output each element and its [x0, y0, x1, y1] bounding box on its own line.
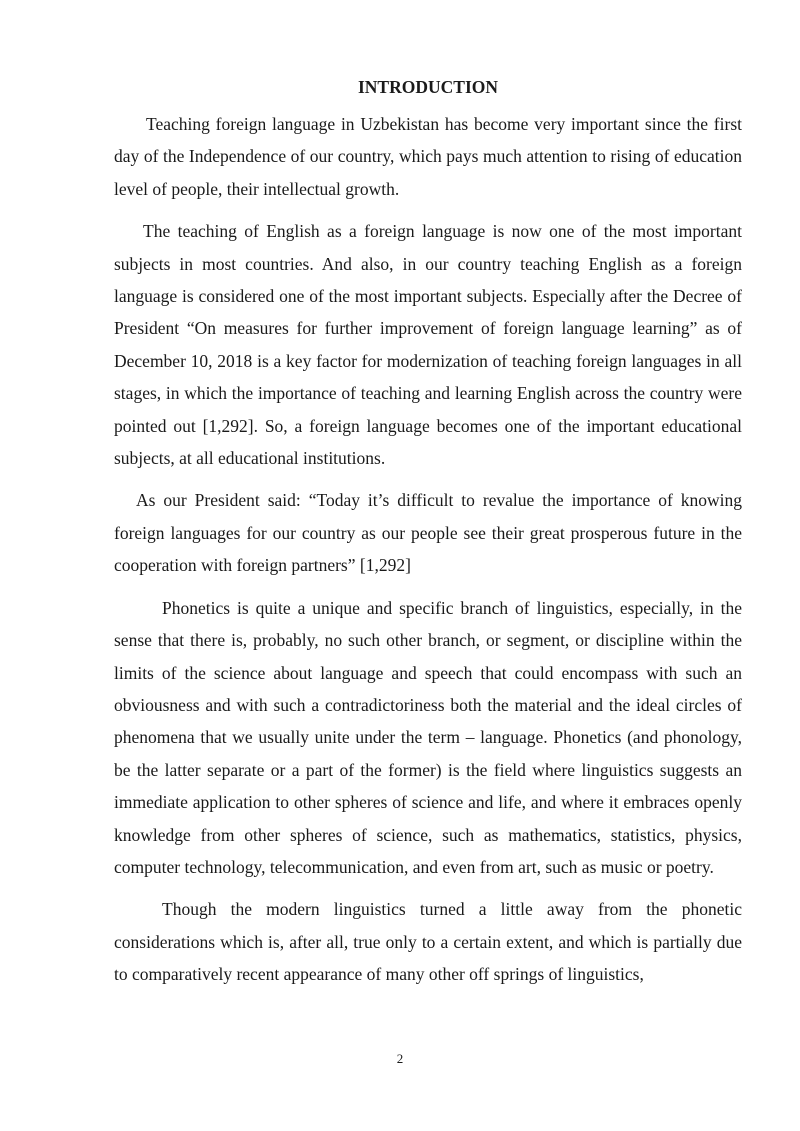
page-number: 2 — [396, 1051, 404, 1066]
paragraph-phonetics: Phonetics is quite a unique and specific branch of linguistics, especially, in the sense that there is, probably, no such other branch, or segment, or discipline within the limits of the science about language and speech that could encompass with such an obviousness and with such a contradictoriness both the material and the ideal circles of phenomena that we usually unite under the term – language. Phonetics (and phonology, be the latter separate or a part of the former) is the field where linguistics suggests an immediate application to other spheres of science and life, and where it embraces openly knowledge from other spheres of science, such as mathematics, statistics, physics, computer technology, telecommunication, and even from art, such as music or poetry. — [114, 597, 742, 877]
paragraph-president-quote: As our President said: “Today it’s difficult to revalue the importance of knowing foreign languages for our country as our people see their great prosperous future in the cooperation with foreign partners” [1,292] — [114, 490, 742, 576]
paragraph-intro-teaching: Teaching foreign language in Uzbekistan has become very important since the first day of the Independence of our country, which pays much attention to rising of education level of people, their intellectual growth. — [114, 114, 742, 199]
document-page — [114, 76, 742, 1001]
page-title: INTRODUCTION — [357, 77, 499, 97]
paragraph-modern-linguistics: Though the modern linguistics turned a little away from the phonetic considerations which is, after all, true only to a certain extent, and which is partially due to comparatively recent appearance of many other off springs of linguistics, — [114, 899, 742, 985]
paragraph-english-teaching: The teaching of English as a foreign language is now one of the most important subjects in most countries. And also, in our country teaching English as a foreign language is considered one of the most important subjects. Especially after the Decree of President “On measures for further improvement of foreign language learning” as of December 10, 2018 is a key factor for modernization of teaching foreign languages in all stages, in which the importance of teaching and learning English across the country were pointed out [1,292]. So, a foreign language becomes one of the important educational subjects, at all educational institutions. — [114, 221, 742, 469]
